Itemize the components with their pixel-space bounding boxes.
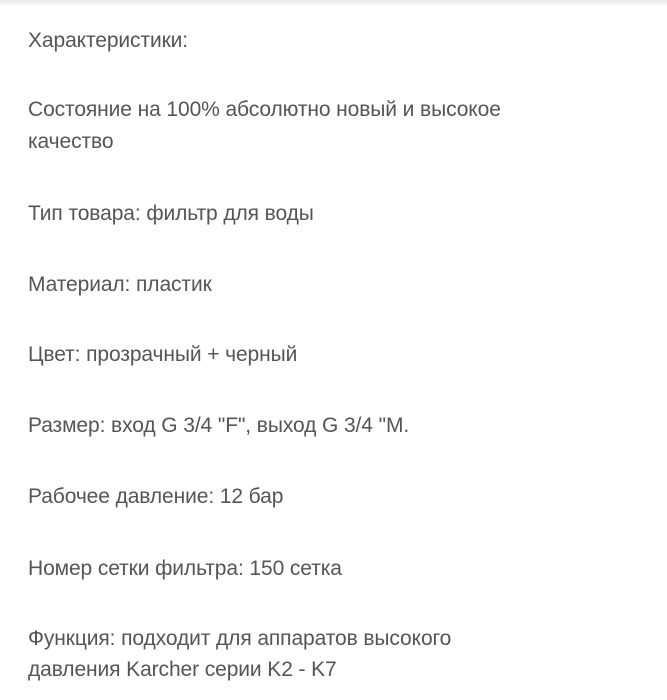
spec-size: Размер: вход G 3/4 "F", выход G 3/4 "M. xyxy=(28,414,410,437)
top-shadow-divider xyxy=(0,0,667,6)
spec-function-continued: давления Karcher серии K2 - K7 xyxy=(28,658,337,681)
spec-color: Цвет: прозрачный + черный xyxy=(28,343,298,366)
spec-product-type: Тип товара: фильтр для воды xyxy=(28,202,314,225)
spec-condition: Состояние на 100% абсолютно новый и высокое xyxy=(28,98,501,121)
spec-material: Материал: пластик xyxy=(28,273,212,296)
spec-working-pressure: Рабочее давление: 12 бар xyxy=(28,485,284,508)
specs-heading: Характеристики: xyxy=(28,29,189,52)
spec-condition-continued: качество xyxy=(28,130,114,153)
spec-function: Функция: подходит для аппаратов высокого xyxy=(28,627,452,650)
spec-filter-mesh: Номер сетки фильтра: 150 сетка xyxy=(28,557,342,580)
